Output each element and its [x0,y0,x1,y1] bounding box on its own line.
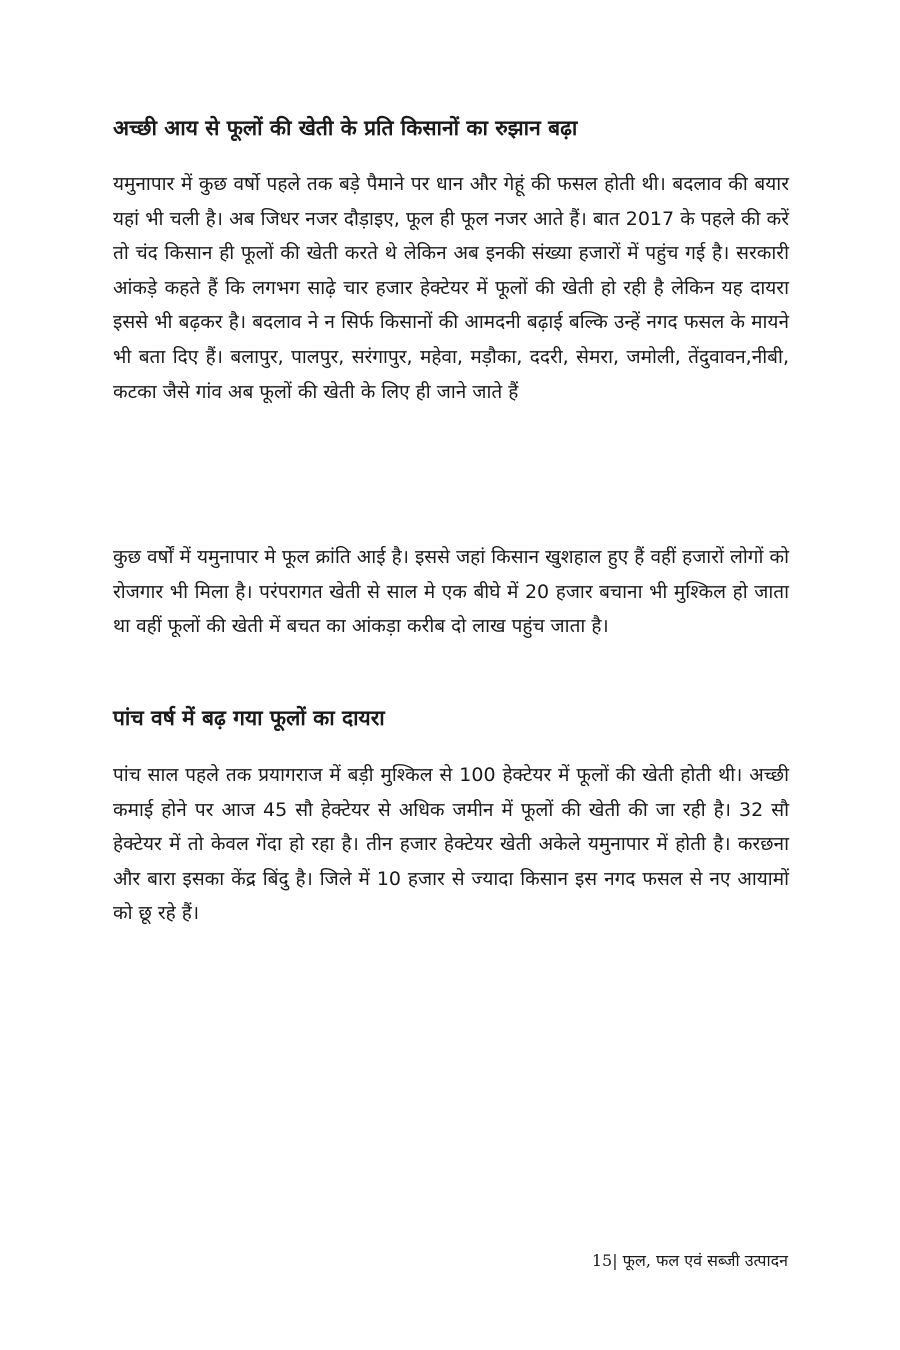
paragraph-prayagraj-hectares: पांच साल पहले तक प्रयागराज में बड़ी मुश्किल से 100 हेक्टेयर में फूलों की खेती होती थी। अच्छी कमाई होने पर आज 45 सौ हेक्टेयर से अधिक जमीन में फूलों की खेती की जा रही है। 32 सौ हेक्टेयर में तो केवल गेंदा हो रहा है। तीन हजार हेक्टेयर खेती अकेले यमुनापार में होती है। करछना और बारा इसका केंद्र बिंदु है। जिले में 10 हजार से ज्यादा किसान इस नगद फसल से नए आयामों को छू रहे हैं। [113,764,789,925]
paragraph-flower-revolution: कुछ वर्षों में यमुनापार मे फूल क्रांति आई है। इससे जहां किसान खुशहाल हुए हैं वहीं हजारों लोगों को रोजगार भी मिला है। परंपरागत खेती से साल मे एक बीघे में 20 हजार बचाना भी मुश्किल हो जाता था वहीं फूलों की खेती में बचत का आंकड़ा करीब दो लाख पहुंच जाता है। [113,546,789,638]
section-heading-five-years-growth: पांच वर्ष में बढ़ गया फूलों का दायरा [113,706,385,730]
page-footer: 15| फूल, फल एवं सब्जी उत्पादन [591,1251,788,1270]
section-heading-flower-farming-trend: अच्छी आय से फूलों की खेती के प्रति किसानों का रुझान बढ़ा [113,116,578,140]
paragraph-yamunapar-change: यमुनापार में कुछ वर्षो पहले तक बड़े पैमाने पर धान और गेहूं की फसल होती थी। बदलाव की बयार यहां भी चली है। अब जिधर नजर दौड़ाइए, फूल ही फूल नजर आते हैं। बात 2017 के पहले की करें तो चंद किसान ही फूलों की खेती करते थे लेकिन अब इनकी संख्या हजारों में पहुंच गई है। सरकारी आंकड़े कहते हैं कि लगभग साढ़े चार हजार हेक्टेयर में फूलों की खेती हो रही है लेकिन यह दायरा इससे भी बढ़कर है। बदलाव ने न सिर्फ किसानों की आमदनी बढ़ाई बल्कि उन्हें नगद फसल के मायने भी बता दिए हैं। बलापुर, पालपुर, सरंगापुर, महेवा, मड़ौका, ददरी, सेमरा, जमोली, तेंदुवावन,नीबी, कटका जैसे गांव अब फूलों की खेती के लिए ही जाने जाते हैं [113,173,789,403]
